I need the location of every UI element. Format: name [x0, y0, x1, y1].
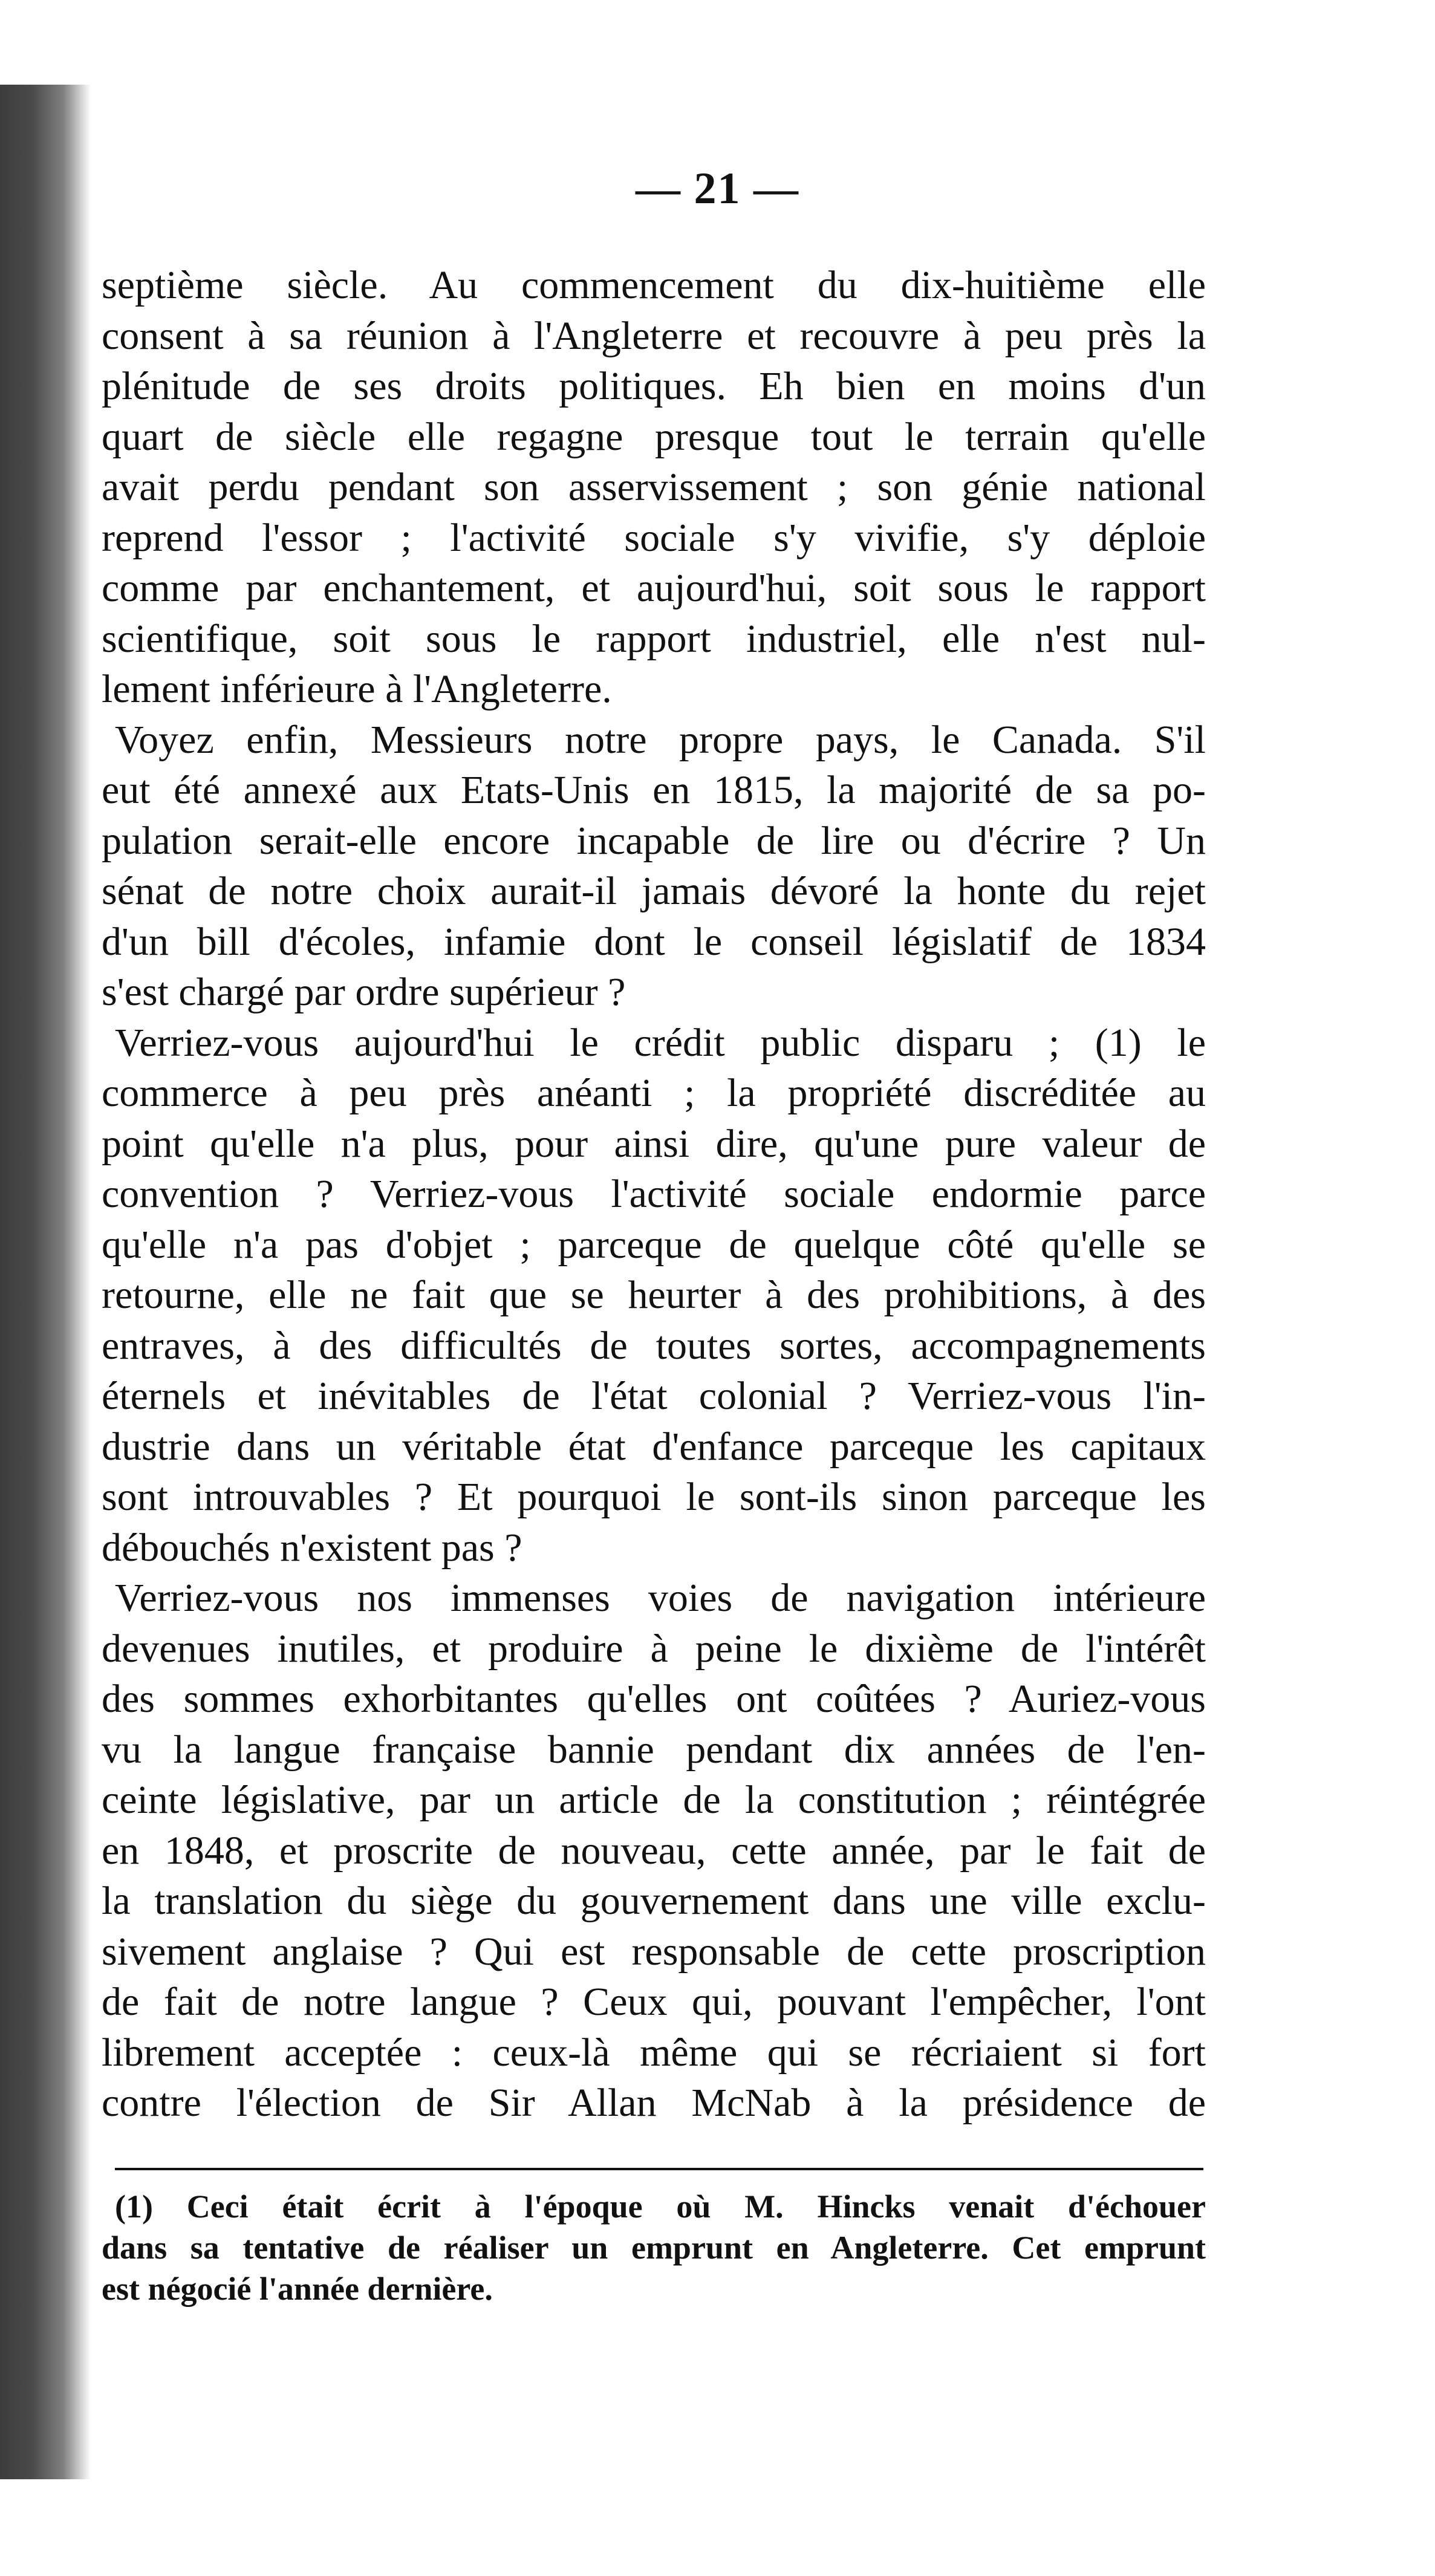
text-line: reprend l'essor ; l'activité sociale s'y vivifie, s'y déploie — [102, 515, 1206, 560]
text-line: eut été annexé aux Etats-Unis en 1815, la majorité de sa po- — [102, 768, 1206, 812]
text-line: point qu'elle n'a plus, pour ainsi dire, qu'une pure valeur de — [102, 1121, 1206, 1166]
text-line: en 1848, et proscrite de nouveau, cette année, par le fait de — [102, 1828, 1206, 1873]
paragraph-end-line: s'est chargé par ordre supérieur ? — [102, 970, 626, 1014]
footnote-line: dans sa tentative de réaliser un emprunt en Angleterre. Cet emprunt — [102, 2230, 1206, 2266]
text-line: éternels et inévitables de l'état colonial ? Verriez-vous l'in- — [102, 1374, 1206, 1418]
paragraph-end-line: lement inférieure à l'Angleterre. — [102, 667, 612, 711]
page-number: — 21 — — [636, 164, 799, 213]
text-line: plénitude de ses droits politiques. Eh bien en moins d'un — [102, 364, 1206, 408]
text-line: vu la langue française bannie pendant dix années de l'en- — [102, 1727, 1206, 1772]
text-line: librement acceptée : ceux-là même qui se récriaient si fort — [102, 2030, 1206, 2075]
text-line: pulation serait-elle encore incapable de lire ou d'écrire ? Un — [102, 818, 1206, 863]
text-line: sont introuvables ? Et pourquoi le sont-ils sinon parceque les — [102, 1475, 1206, 1519]
text-line: d'un bill d'écoles, infamie dont le conseil législatif de 1834 — [102, 919, 1206, 964]
body-text — [102, 260, 1206, 2129]
text-line: commerce à peu près anéanti ; la propriété discréditée au — [102, 1071, 1206, 1115]
text-line: sivement anglaise ? Qui est responsable de cette proscription — [102, 1929, 1206, 1974]
text-line: entraves, à des difficultés de toutes sortes, accompagnements — [102, 1323, 1206, 1368]
text-line: sénat de notre choix aurait-il jamais dévoré la honte du rejet — [102, 869, 1206, 913]
text-line: consent à sa réunion à l'Angleterre et recouvre à peu près la — [102, 313, 1206, 358]
text-line: ceinte législative, par un article de la constitution ; réintégrée — [102, 1778, 1206, 1822]
text-line: retourne, elle ne fait que se heurter à des prohibitions, à des — [102, 1273, 1206, 1317]
text-line: des sommes exhorbitantes qu'elles ont coûtées ? Auriez-vous — [102, 1677, 1206, 1721]
text-line: devenues inutiles, et produire à peine le dixième de l'intérêt — [102, 1626, 1206, 1671]
text-line: de fait de notre langue ? Ceux qui, pouvant l'empêcher, l'ont — [102, 1980, 1206, 2024]
text-line: la translation du siège du gouvernement dans une ville exclu- — [102, 1879, 1206, 1923]
text-line: contre l'élection de Sir Allan McNab à la présidence de — [102, 2081, 1206, 2125]
text-line: quart de siècle elle regagne presque tout le terrain qu'elle — [102, 414, 1206, 459]
text-line: septième siècle. Au commencement du dix-huitième elle — [102, 263, 1206, 307]
text-line: avait perdu pendant son asservissement ; son génie national — [102, 465, 1206, 509]
text-line: convention ? Verriez-vous l'activité sociale endormie parce — [102, 1172, 1206, 1216]
footnote-line: est négocié l'année dernière. — [102, 2271, 493, 2307]
footnote — [102, 2186, 1206, 2309]
text-line: dustrie dans un véritable état d'enfance parceque les capitaux — [102, 1424, 1206, 1469]
paragraph-end-line: débouchés n'existent pas ? — [102, 1525, 522, 1570]
paragraph-start-line: Voyez enfin, Messieurs notre propre pays, le Canada. S'il — [115, 717, 1206, 762]
paragraph-start-line: Verriez-vous nos immenses voies de navigation intérieure — [115, 1576, 1206, 1620]
text-line: qu'elle n'a pas d'objet ; parceque de quelque côté qu'elle se — [102, 1222, 1206, 1267]
text-line: scientifique, soit sous le rapport industriel, elle n'est nul- — [102, 616, 1206, 661]
footnote-divider — [115, 2168, 1203, 2170]
footnote-line: (1) Ceci était écrit à l'époque où M. Hincks venait d'échouer — [115, 2188, 1206, 2225]
text-line: comme par enchantement, et aujourd'hui, soit sous le rapport — [102, 566, 1206, 610]
binding-edge-shadow — [0, 85, 91, 2479]
paragraph-start-line: Verriez-vous aujourd'hui le crédit public disparu ; (1) le — [115, 1020, 1206, 1065]
